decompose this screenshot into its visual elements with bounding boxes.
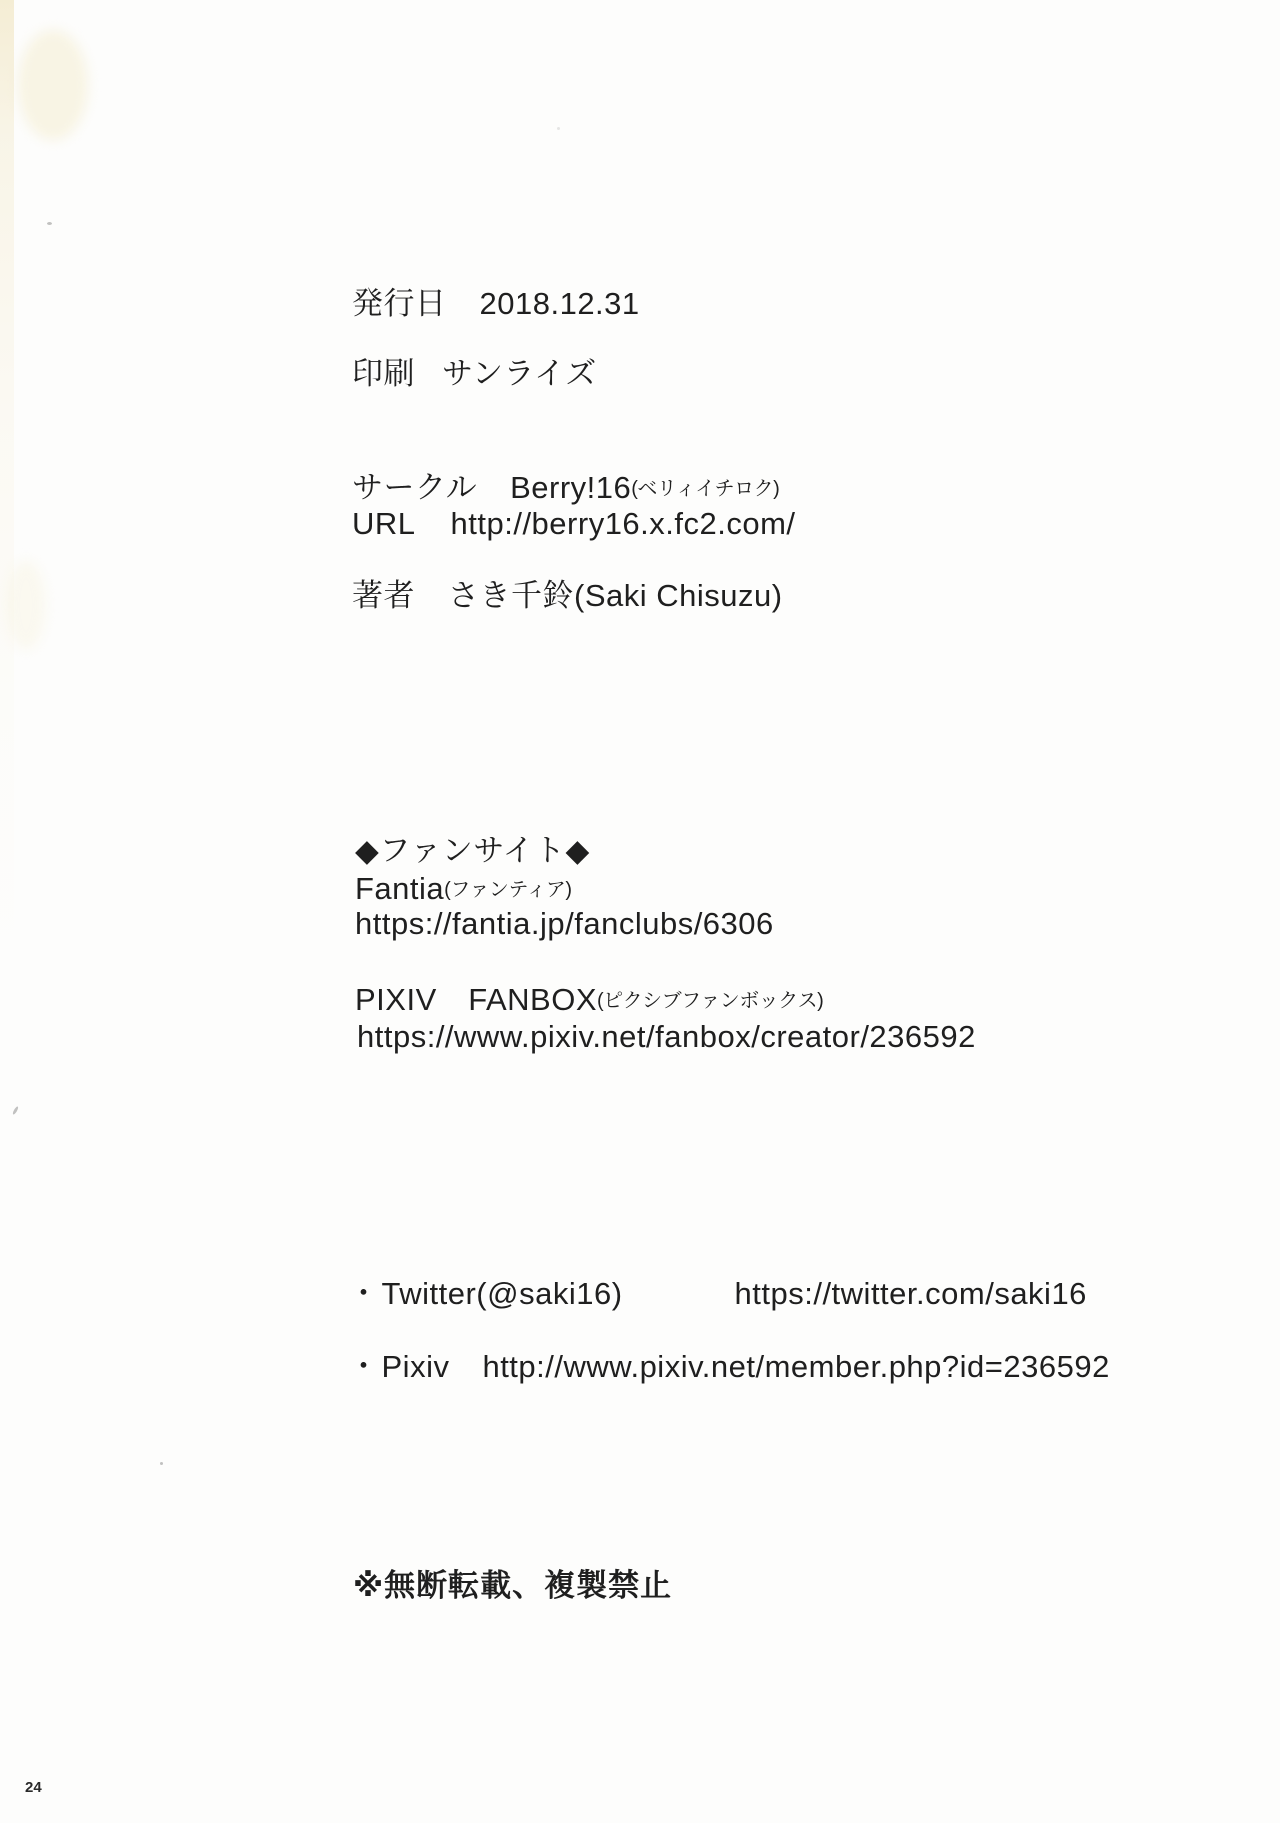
- fantia-name-line: [355, 871, 572, 907]
- fantia-name: Fantia: [355, 871, 445, 906]
- circle-name: Berry!16: [510, 470, 632, 505]
- scan-stain: [18, 30, 88, 140]
- printing-label: 印刷: [352, 356, 415, 391]
- pixiv-label: Pixiv: [381, 1349, 450, 1384]
- author-line: [352, 578, 783, 614]
- fanbox-url: https://www.pixiv.net/fanbox/creator/236592: [357, 1019, 976, 1054]
- scan-stain: [6, 560, 46, 650]
- printing-line: [352, 356, 597, 392]
- publication-date-label: 発行日: [352, 286, 447, 321]
- scan-edge-tint: [0, 0, 14, 980]
- author-label: 著者: [352, 578, 415, 613]
- twitter-url: https://twitter.com/saki16: [734, 1276, 1087, 1311]
- circle-label: サークル: [352, 470, 478, 505]
- circle-url-value: http://berry16.x.fc2.com/: [450, 506, 796, 541]
- page-number: 24: [25, 1779, 42, 1796]
- fantia-name-reading: (ファンティア): [444, 879, 572, 901]
- twitter-bullet: ・: [348, 1276, 380, 1311]
- circle-name-reading: (ベリィイチロク): [631, 478, 780, 500]
- scan-speck: [557, 127, 560, 130]
- fanbox-name-reading: (ピクシブファンボックス): [597, 990, 824, 1012]
- fansite-heading: ◆ファンサイト◆: [355, 833, 590, 868]
- twitter-label: Twitter(@saki16): [381, 1276, 623, 1311]
- twitter-line: [348, 1276, 1087, 1312]
- copyright-notice: ※無断転載、複製禁止: [353, 1568, 673, 1603]
- publication-date-value: 2018.12.31: [479, 286, 640, 321]
- pixiv-url: http://www.pixiv.net/member.php?id=236592: [482, 1349, 1110, 1384]
- fantia-url: https://fantia.jp/fanclubs/6306: [355, 906, 774, 941]
- pixiv-bullet: ・: [348, 1349, 380, 1384]
- fanbox-name-line: [355, 982, 823, 1018]
- printing-value: サンライズ: [442, 356, 597, 391]
- publication-date-line: [352, 286, 640, 322]
- circle-url-label: URL: [352, 506, 416, 541]
- scan-speck: [12, 1106, 19, 1115]
- author-value: さき千鈴(Saki Chisuzu): [448, 578, 783, 613]
- fanbox-name: PIXIV FANBOX: [355, 982, 598, 1017]
- pixiv-line: [348, 1349, 1110, 1385]
- circle-url-line: [352, 506, 796, 542]
- circle-line: [352, 470, 779, 506]
- scan-speck: [160, 1462, 163, 1465]
- scan-speck: [47, 222, 52, 225]
